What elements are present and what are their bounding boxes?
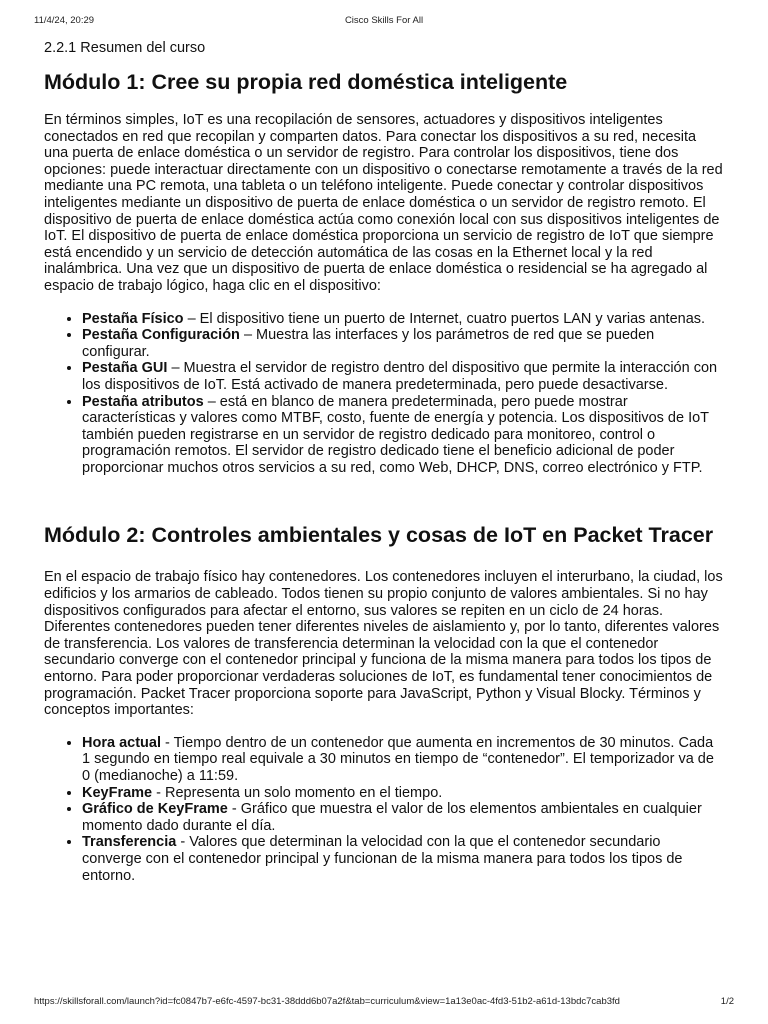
print-site-title: Cisco Skills For All (344, 15, 424, 26)
list-item (82, 360, 724, 393)
list-item-term: Hora actual (82, 734, 161, 751)
page-content (44, 38, 724, 884)
list-item (82, 834, 724, 884)
print-url: https://skillsforall.com/launch?id=fc0847b7-e6fc-4597-bc31-38ddd6b07a2f&tab=curriculum&view=1a13e0ac-4fd3-51b2-a61d-13bdc7cab3fd (34, 996, 620, 1007)
list-item (82, 801, 724, 834)
print-header (34, 15, 734, 29)
list-item-term: Pestaña GUI (82, 360, 168, 377)
list-item-desc: – Muestra el servidor de registro dentro del dispositivo que permite la interacción con los dispositivos de IoT. Está activado de manera predeterminada, pero puede desactivarse. (82, 360, 718, 393)
list-item-term: KeyFrame (82, 784, 153, 801)
list-item-desc: – Muestra las interfaces y los parámetros de red que se pueden configurar. (82, 327, 655, 360)
list-item-desc: – El dispositivo tiene un puerto de Internet, cuatro puertos LAN y varias antenas. (183, 310, 706, 327)
module1-intro: En términos simples, IoT es una recopilación de sensores, actuadores y dispositivos inteligentes conectados en red que recopilan y comparten datos. Para conectar los dispositivos a su red, necesita una puerta de enlace doméstica o un servidor de registro. Para controlar los dispositivos, tiene dos opciones: puede interactuar directamente con un dispositivo o conectarse remotamente a través de la red mediante una PC remota, una tableta o un teléfono inteligente. Puede conectar y controlar dispositivos inteligentes mediante un dispositivo de puerta de enlace doméstica o un servidor de registro remoto. El dispositivo de puerta de enlace doméstica actúa como conexión local con sus dispositivos inteligentes de IoT. El dispositivo de puerta de enlace doméstica proporciona un servicio de registro de IoT que siempre está encendido y un servicio de detección automática de las cosas en la Ethernet local y la red inalámbrica. Una vez que un dispositivo de puerta de enlace doméstica o residencial se ha agregado al espacio de trabajo lógico, haga clic en el dispositivo: (44, 112, 723, 294)
list-item-desc: - Tiempo dentro de un contenedor que aumenta en incrementos de 30 minutos. Cada 1 segundo en tiempo real equivale a 30 minutos en tiempo de “contenedor”. El temporizador va de 0 (medianoche) a 11:59. (82, 734, 714, 784)
module2-list (44, 735, 724, 884)
print-page-number: 1/2 (720, 996, 734, 1007)
list-item-term: Gráfico de KeyFrame (82, 801, 228, 818)
list-item (82, 327, 724, 360)
module1-title: Módulo 1: Cree su propia red doméstica inteligente (44, 70, 568, 94)
list-item-term: Transferencia (82, 834, 177, 851)
list-item-desc: - Representa un solo momento en el tiempo. (152, 784, 443, 801)
list-item-desc: – está en blanco de manera predeterminada, pero puede mostrar características y valores como MTBF, costo, fuente de energía y potencia. Los dispositivos de IoT también pueden registrarse en un servidor de registro dedicado para monitoreo, control o programación remotos. El servidor de registro dedicado tiene el beneficio adicional de poder proporcionar muchos otros servicios a su red, como Web, DHCP, DNS, correo electrónico y FTP. (82, 393, 709, 476)
list-item-term: Pestaña Físico (82, 310, 184, 327)
print-datetime: 11/4/24, 20:29 (34, 15, 95, 26)
list-item-desc: - Valores que determinan la velocidad con la que el contenedor secundario converge con el contenedor principal y funcionan de la misma manera para todos los tipos de entorno. (82, 834, 683, 884)
module2-title: Módulo 2: Controles ambientales y cosas de IoT en Packet Tracer (44, 523, 714, 548)
list-item-desc: - Gráfico que muestra el valor de los elementos ambientales en cualquier momento dado durante el día. (82, 801, 702, 834)
list-item (82, 785, 724, 802)
list-item-term: Pestaña Configuración (82, 327, 240, 344)
list-item (82, 394, 724, 477)
breadcrumb: 2.2.1 Resumen del curso (44, 40, 206, 56)
module2-intro: En el espacio de trabajo físico hay contenedores. Los contenedores incluyen el interurbano, la ciudad, los edificios y los armarios de cableado. Todos tienen su propio conjunto de valores ambientales. Si no hay dispositivos configurados para afectar el entorno, sus valores se repiten en un ciclo de 24 horas. Diferentes contenedores pueden tener diferentes niveles de aislamiento y, por lo tanto, diferentes valores de transferencia. Los valores de transferencia determinan la velocidad con la que el contenedor secundario converge con el contenedor principal y funciona de la misma manera para todos los tipos de entorno. Para poder proporcionar verdaderas soluciones de IoT, es fundamental tener conocimientos de programación. Packet Tracer proporciona soporte para JavaScript, Python y Visual Blocky. Términos y conceptos importantes: (44, 569, 723, 719)
module1-list (44, 311, 724, 477)
print-footer (34, 996, 734, 1010)
list-item (82, 311, 724, 328)
list-item-term: Pestaña atributos (82, 393, 204, 410)
list-item (82, 735, 724, 785)
